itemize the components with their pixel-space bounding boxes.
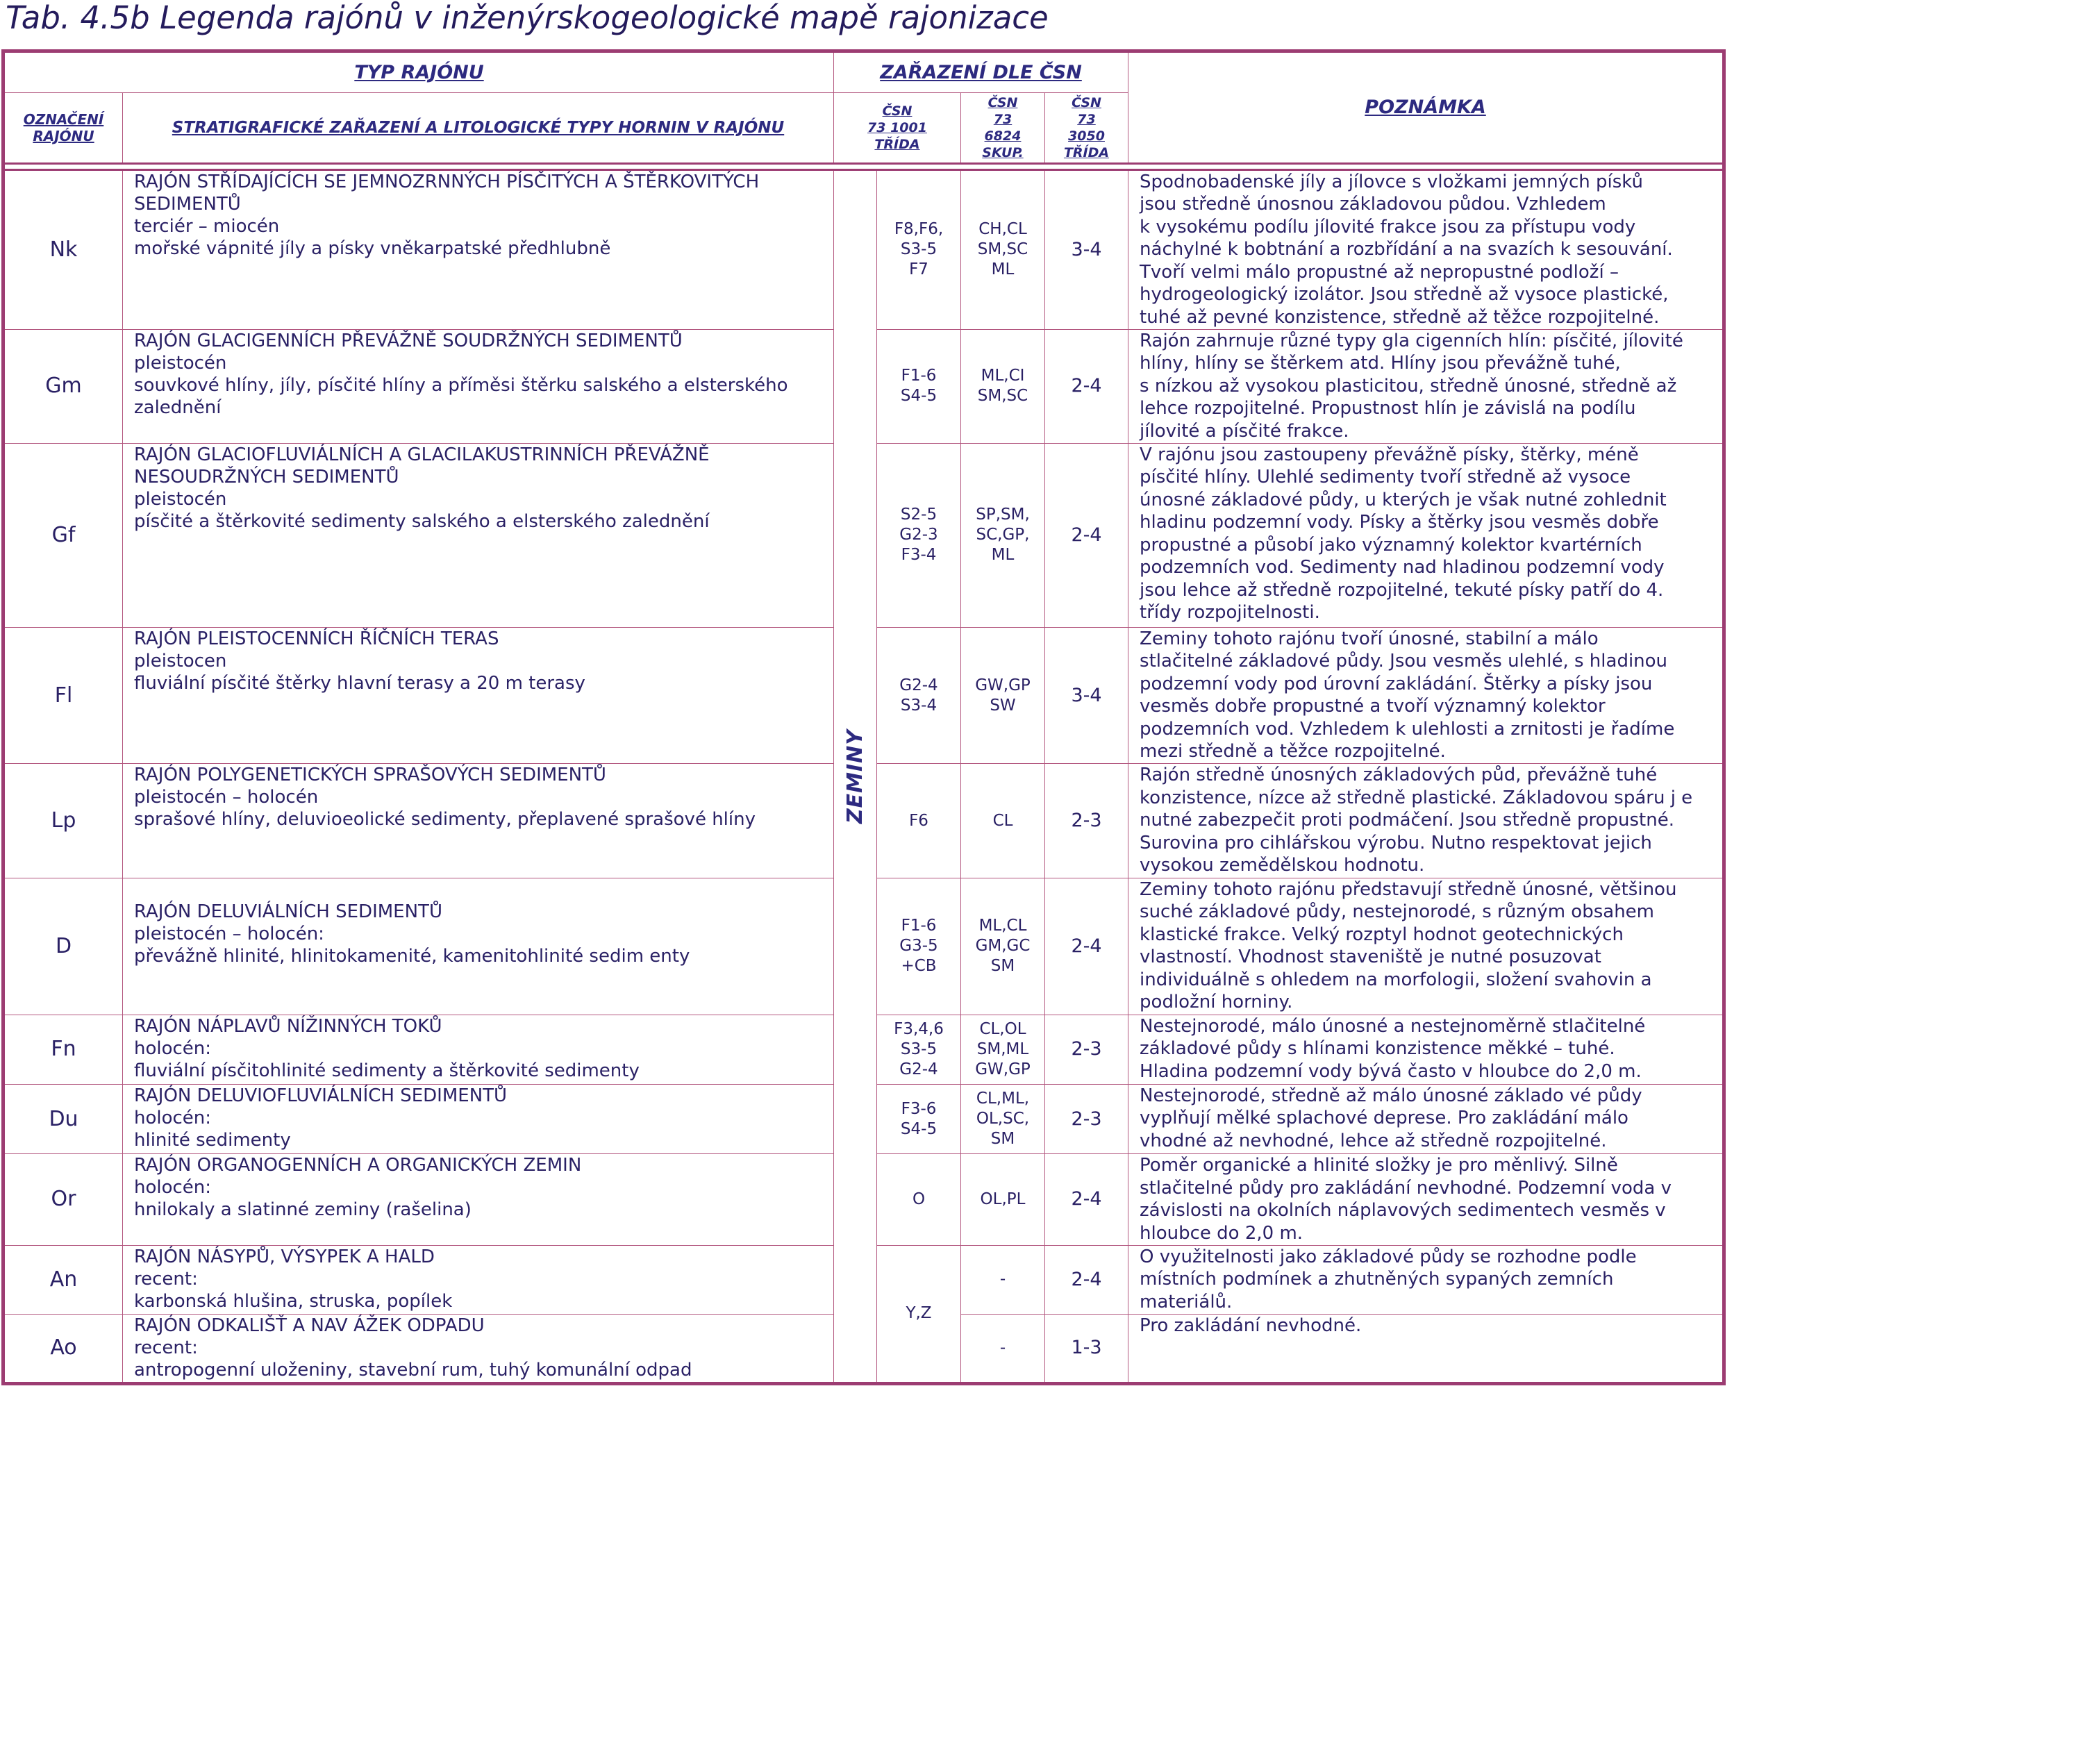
- description-line: karbonská hlušina, struska, popílek: [134, 1290, 453, 1312]
- table-row: [3, 169, 1724, 329]
- rajon-description: [123, 1084, 834, 1153]
- header-csn-line: ČSN: [1072, 94, 1101, 110]
- description-line: RAJÓN NÁPLAVŮ NÍŽINNÝCH TOKŮ: [134, 1015, 442, 1037]
- description-line: recent:: [134, 1337, 198, 1358]
- header-csn-line: 6824: [984, 128, 1022, 144]
- rajon-code: Gm: [3, 329, 123, 443]
- rajon-description: [123, 169, 834, 329]
- description-line: holocén:: [134, 1177, 212, 1199]
- rajon-description: [123, 627, 834, 764]
- csn-value-line: ML: [991, 546, 1015, 565]
- csn-value-line: OL,PL: [980, 1190, 1026, 1208]
- rajon-note: [1128, 1314, 1724, 1383]
- note-line: Surovina pro cihlářskou výrobu. Nutno respektovat jejich: [1140, 832, 1652, 853]
- note-line: V rajónu jsou zastoupeny převážně písky, štěrky, méně: [1140, 444, 1639, 465]
- rajon-description: [123, 1015, 834, 1084]
- description-line: pleistocén – holocén:: [134, 923, 324, 944]
- csn-value-line: CL: [992, 811, 1013, 830]
- rajon-code: Lp: [3, 764, 123, 878]
- description-line: fluviální písčité štěrky hlavní terasy a 20 m terasy: [134, 672, 585, 694]
- csn-value-line: F6: [909, 811, 928, 830]
- csn-731001-value: [877, 1245, 961, 1383]
- note-line: hladinu podzemní vody. Písky a štěrky jsou vesměs dobře: [1140, 512, 1659, 533]
- description-line: terciér – miocén: [134, 215, 280, 237]
- note-line: k vysokému podílu jílovité frakce jsou za přístupu vody: [1140, 216, 1636, 237]
- description-line: RAJÓN STŘÍDAJÍCÍCH SE JEMNOZRNNÝCH PÍSČITÝCH A ŠTĚRKOVITÝCH: [134, 171, 760, 192]
- csn-value-line: F3,4,6: [894, 1019, 944, 1038]
- csn-value-line: S4-5: [900, 1119, 938, 1138]
- rajon-code: Gf: [3, 443, 123, 627]
- note-line: stlačitelné základové půdy. Jsou vesměs ulehlé, s hladinou: [1140, 651, 1668, 672]
- csn-value-line: SM,SC: [977, 240, 1028, 259]
- note-line: Spodnobadenské jíly a jílovce s vložkami jemných písků: [1140, 171, 1644, 192]
- csn-731001-value: [877, 627, 961, 764]
- csn-value-line: SM: [990, 957, 1015, 976]
- csn-733050-value: 3-4: [1045, 169, 1128, 329]
- note-line: hydrogeologický izolátor. Jsou středně až vysoce plastické,: [1140, 284, 1669, 306]
- csn-733050-value: 2-4: [1045, 1154, 1128, 1245]
- csn-736824-value: [961, 764, 1045, 878]
- rajon-code: Ao: [3, 1314, 123, 1383]
- header-csn-731001: [834, 93, 961, 163]
- csn-733050-value: 2-3: [1045, 1015, 1128, 1084]
- description-line: [134, 878, 826, 901]
- header-poznamka: POZNÁMKA: [1128, 51, 1724, 164]
- rajon-description: [123, 1314, 834, 1383]
- note-line: nutné zabezpečit proti podmáčení. Jsou středně propustné.: [1140, 810, 1674, 831]
- description-line: RAJÓN DELUVIÁLNÍCH SEDIMENTŮ: [134, 901, 442, 922]
- header-oznaceni-line: RAJÓNU: [33, 127, 94, 144]
- rajon-note: [1128, 764, 1724, 878]
- csn-value-line: CL,OL: [979, 1019, 1026, 1038]
- description-line: RAJÓN POLYGENETICKÝCH SPRAŠOVÝCH SEDIMENTŮ: [134, 765, 606, 786]
- csn-value-line: GM,GC: [975, 937, 1031, 956]
- note-line: vesměs dobře propustné a tvoří významný kolektor: [1140, 696, 1606, 717]
- csn-value-line: F7: [909, 260, 928, 279]
- csn-733050-value: 3-4: [1045, 627, 1128, 764]
- note-line: podložní horniny.: [1140, 992, 1293, 1013]
- csn-value-line: CL,ML,: [976, 1090, 1030, 1108]
- rajon-description: [123, 878, 834, 1015]
- csn-value-line: SW: [990, 696, 1016, 715]
- note-line: stlačitelné půdy pro zakládání nevhodné. Podzemní voda v: [1140, 1177, 1672, 1199]
- csn-value-line: CH,CL: [978, 220, 1027, 239]
- note-line: Tvoří velmi málo propustné až nepropustné podloží –: [1140, 261, 1619, 283]
- csn-731001-value: [877, 1015, 961, 1084]
- note-line: hloubce do 2,0 m.: [1140, 1222, 1303, 1244]
- note-line: mezi středně a těžce rozpojitelné.: [1140, 741, 1446, 762]
- rajon-description: [123, 1154, 834, 1245]
- note-line: hlíny, hlíny se štěrkem atd. Hlíny jsou převážně tuhé,: [1140, 353, 1621, 374]
- header-oznaceni: [3, 93, 123, 163]
- rajon-description: [123, 764, 834, 878]
- description-line: sprašové hlíny, deluvioeolické sedimenty, přeplavené sprašové hlíny: [134, 809, 756, 831]
- description-line: RAJÓN PLEISTOCENNÍCH ŘÍČNÍCH TERAS: [134, 628, 499, 649]
- header-csn-733050: [1045, 93, 1128, 163]
- description-line: RAJÓN GLACIGENNÍCH PŘEVÁŽNĚ SOUDRŽNÝCH SEDIMENTŮ: [134, 330, 683, 351]
- rajon-code: An: [3, 1245, 123, 1314]
- csn-value-line: SC,GP,: [976, 526, 1030, 544]
- description-line: RAJÓN ORGANOGENNÍCH A ORGANICKÝCH ZEMIN: [134, 1155, 582, 1176]
- description-line: pleistocén: [134, 352, 227, 374]
- csn-736824-value: [961, 169, 1045, 329]
- description-line: pleistocén – holocén: [134, 787, 319, 808]
- csn-value-line: Y,Z: [906, 1304, 932, 1323]
- note-line: závislosti na okolních náplavových sedimentech vesměs v: [1140, 1200, 1666, 1221]
- csn-731001-value: [877, 169, 961, 329]
- csn-value-line: F3-6: [901, 1099, 937, 1118]
- rajon-code: Fn: [3, 1015, 123, 1084]
- rajon-note: [1128, 627, 1724, 764]
- csn-value-line: O: [912, 1190, 926, 1208]
- csn-731001-value: [877, 443, 961, 627]
- description-line: pleistocen: [134, 650, 227, 672]
- csn-733050-value: 2-4: [1045, 878, 1128, 1015]
- note-line: třídy rozpojitelnosti.: [1140, 602, 1320, 624]
- csn-731001-value: [877, 878, 961, 1015]
- note-line: jílovité a písčité frakce.: [1140, 420, 1349, 442]
- csn-733050-value: 1-3: [1045, 1314, 1128, 1383]
- note-line: Hladina podzemní vody bývá často v hloubce do 2,0 m.: [1140, 1060, 1642, 1082]
- header-csn-line: 3050: [1068, 128, 1105, 144]
- description-line: holocén:: [134, 1107, 212, 1128]
- note-line: jsou lehce až středně rozpojitelné, tekuté písky patří do 4.: [1140, 579, 1664, 601]
- description-line: hlinité sedimenty: [134, 1129, 291, 1151]
- csn-value-line: S3-4: [900, 696, 938, 715]
- csn-value-line: SM,ML: [976, 1040, 1029, 1058]
- note-line: jsou středně únosnou základovou půdou. Vzhledem: [1140, 194, 1606, 215]
- description-line: RAJÓN DELUVIOFLUVIÁLNÍCH SEDIMENTŮ: [134, 1085, 508, 1106]
- csn-value-line: ML: [991, 260, 1015, 279]
- rajon-note: [1128, 329, 1724, 443]
- csn-value-line: SM,SC: [977, 387, 1028, 406]
- note-line: základové půdy s hlínami konzistence měkké – tuhé.: [1140, 1038, 1615, 1060]
- csn-733050-value: 2-3: [1045, 1084, 1128, 1153]
- csn-value-line: S4-5: [900, 387, 938, 406]
- csn-value-line: GW,GP: [975, 676, 1031, 694]
- description-line: hnilokaly a slatinné zeminy (rašelina): [134, 1199, 472, 1221]
- header-csn-line: 73 1001: [867, 119, 927, 135]
- header-csn-line: SKUP.: [982, 144, 1024, 160]
- header-typ-rajonu: TYP RAJÓNU: [3, 51, 834, 93]
- note-line: konzistence, nízce až středně plastické. Základovou spáru j e: [1140, 787, 1693, 808]
- rajon-note: [1128, 443, 1724, 627]
- note-line: Poměr organické a hlinité složky je pro měnlivý. Silně: [1140, 1155, 1618, 1176]
- csn-736824-value: [961, 1314, 1045, 1383]
- note-line: tuhé až pevné konzistence, středně až těžce rozpojitelné.: [1140, 306, 1660, 328]
- rajon-code: Or: [3, 1154, 123, 1245]
- csn-731001-value: [877, 1084, 961, 1153]
- description-line: holocén:: [134, 1037, 212, 1059]
- csn-736824-value: [961, 1245, 1045, 1314]
- description-line: souvkové hlíny, jíly, písčité hlíny a příměsi štěrku salského a elsterského: [134, 374, 788, 396]
- csn-733050-value: 2-3: [1045, 764, 1128, 878]
- header-csn-line: 73: [993, 111, 1012, 127]
- csn-736824-value: [961, 329, 1045, 443]
- note-line: Pro zakládání nevhodné.: [1140, 1315, 1362, 1336]
- rajon-note: [1128, 1084, 1724, 1153]
- rajon-code: Du: [3, 1084, 123, 1153]
- rajon-code: D: [3, 878, 123, 1015]
- note-line: vyplňují mělké splachové deprese. Pro zakládání málo: [1140, 1108, 1628, 1129]
- csn-731001-value: [877, 1154, 961, 1245]
- note-line: O využitelnosti jako základové půdy se rozhodne podle: [1140, 1246, 1637, 1267]
- csn-value-line: ML,CI: [981, 367, 1025, 385]
- csn-value-line: SP,SM,: [976, 506, 1030, 524]
- rajon-note: [1128, 1015, 1724, 1084]
- header-separator: [3, 163, 1724, 169]
- description-line: písčité a štěrkovité sedimenty salského a elsterského zalednění: [134, 510, 710, 532]
- description-line: fluviální písčitohlinité sedimenty a štěrkovité sedimenty: [134, 1060, 640, 1081]
- rajon-code: Fl: [3, 627, 123, 764]
- header-csn-line: ČSN: [882, 103, 912, 119]
- header-stratigraficke: STRATIGRAFICKÉ ZAŘAZENÍ A LITOLOGICKÉ TYPY HORNIN V RAJÓNU: [123, 93, 834, 163]
- note-line: Zeminy tohoto rajónu tvoří únosné, stabilní a málo: [1140, 628, 1599, 649]
- note-line: podzemních vod. Sedimenty nad hladinou podzemní vody: [1140, 557, 1665, 578]
- note-line: náchylné k bobtnání a rozbřídání a na svazích k sesouvání.: [1140, 239, 1673, 260]
- note-line: písčité hlíny. Ulehlé sedimenty tvoří středně až vysoce: [1140, 467, 1631, 488]
- rajon-description: [123, 329, 834, 443]
- header-csn-736824: [961, 93, 1045, 163]
- csn-736824-value: [961, 878, 1045, 1015]
- rajon-note: [1128, 169, 1724, 329]
- note-line: podzemní vody pod úrovní zakládání. Štěrky a písky jsou: [1140, 673, 1653, 694]
- note-line: individuálně s ohledem na morfologii, složení svahovin a: [1140, 969, 1652, 990]
- note-line: únosné základové půdy, u kterých je však nutné zohlednit: [1140, 489, 1667, 510]
- csn-736824-value: [961, 1154, 1045, 1245]
- csn-value-line: SM: [990, 1130, 1015, 1149]
- description-line: RAJÓN GLACIOFLUVIÁLNÍCH A GLACILAKUSTRINNÍCH PŘEVÁŽNĚ: [134, 444, 710, 465]
- rajon-note: [1128, 1154, 1724, 1245]
- csn-value-line: F1-6: [901, 367, 937, 385]
- csn-value-line: G3-5: [899, 937, 938, 956]
- legend-table: [1, 49, 1726, 1385]
- zeminy-cell: [834, 169, 877, 1383]
- csn-value-line: S3-5: [900, 1040, 938, 1058]
- header-zarazeni: ZAŘAZENÍ DLE ČSN: [834, 51, 1128, 93]
- note-line: Nestejnorodé, málo únosné a nestejnoměrně stlačitelné: [1140, 1015, 1646, 1037]
- note-line: Zeminy tohoto rajónu představují středně únosné, většinou: [1140, 878, 1677, 900]
- csn-733050-value: 2-4: [1045, 443, 1128, 627]
- header-csn-line: 73: [1077, 111, 1096, 127]
- note-line: Nestejnorodé, středně až málo únosné základo vé půdy: [1140, 1085, 1642, 1106]
- description-line: recent:: [134, 1268, 198, 1290]
- note-line: lehce rozpojitelné. Propustnost hlín je závislá na podílu: [1140, 398, 1636, 419]
- csn-value-line: S2-5: [900, 506, 938, 524]
- description-line: RAJÓN ODKALIŠŤ A NAV ÁŽEK ODPADU: [134, 1315, 485, 1336]
- description-line: NESOUDRŽNÝCH SEDIMENTŮ: [134, 466, 399, 487]
- rajon-code: Nk: [3, 169, 123, 329]
- note-line: s nízkou až vysokou plasticitou, středně únosné, středně až: [1140, 375, 1677, 397]
- csn-731001-value: [877, 764, 961, 878]
- description-line: antropogenní uloženiny, stavební rum, tuhý komunální odpad: [134, 1359, 692, 1381]
- csn-value-line: G2-4: [899, 1060, 938, 1078]
- csn-value-line: G2-3: [899, 526, 938, 544]
- csn-736824-value: [961, 1084, 1045, 1153]
- description-line: RAJÓN NÁSYPŮ, VÝSYPEK A HALD: [134, 1246, 435, 1267]
- zeminy-label: ZEMINY: [843, 728, 867, 824]
- note-line: vhodné až nevhodné, lehce až středně rozpojitelné.: [1140, 1130, 1607, 1151]
- csn-value-line: -: [999, 1338, 1006, 1357]
- csn-value-line: ML,CL: [978, 917, 1027, 935]
- note-line: suché základové půdy, nestejnorodé, s různým obsahem: [1140, 901, 1654, 923]
- note-line: klastické frakce. Velký rozptyl hodnot geotechnických: [1140, 924, 1624, 945]
- rajon-description: [123, 1245, 834, 1314]
- header-csn-line: TŘÍDA: [1063, 144, 1110, 160]
- note-line: podzemních vod. Vzhledem k ulehlosti a zrnitosti je řadíme: [1140, 718, 1675, 740]
- note-line: Rajón středně únosných základových půd, převážně tuhé: [1140, 765, 1658, 786]
- header-csn-line: ČSN: [988, 94, 1018, 110]
- description-line: pleistocén: [134, 488, 227, 510]
- rajon-description: [123, 443, 834, 627]
- csn-value-line: S3-5: [900, 240, 938, 259]
- note-line: místních podmínek a zhutněných sypaných zemních: [1140, 1269, 1614, 1290]
- description-line: SEDIMENTŮ: [134, 193, 241, 215]
- description-line: převážně hlinité, hlinitokamenité, kamenitohlinité sedim enty: [134, 945, 690, 967]
- rajon-note: [1128, 878, 1724, 1015]
- csn-value-line: GW,GP: [975, 1060, 1031, 1078]
- header-csn-line: TŘÍDA: [874, 136, 920, 152]
- note-line: propustné a působí jako významný kolektor kvartérních: [1140, 534, 1642, 556]
- description-line: mořské vápnité jíly a písky vněkarpatské předhlubně: [134, 237, 611, 259]
- csn-733050-value: 2-4: [1045, 329, 1128, 443]
- csn-value-line: F8,F6,: [894, 220, 944, 239]
- header-row-1: [3, 51, 1724, 93]
- page-title: Tab. 4.5b Legenda rajónů v inženýrskogeologické mapě rajonizace: [6, 0, 1049, 36]
- header-oznaceni-line: OZNAČENÍ: [23, 110, 104, 128]
- rajon-note: [1128, 1245, 1724, 1314]
- csn-value-line: OL,SC,: [976, 1110, 1030, 1128]
- csn-731001-value: [877, 329, 961, 443]
- note-line: vysokou zemědělskou hodnotu.: [1140, 855, 1425, 876]
- csn-value-line: G2-4: [899, 676, 938, 694]
- csn-736824-value: [961, 627, 1045, 764]
- csn-value-line: +CB: [901, 957, 937, 976]
- note-line: Rajón zahrnuje různé typy gla cigenních hlín: písčité, jílovité: [1140, 330, 1683, 351]
- note-line: vlastností. Vhodnost staveniště je nutné posuzovat: [1140, 946, 1601, 968]
- note-line: materiálů.: [1140, 1291, 1233, 1312]
- csn-value-line: -: [999, 1270, 1006, 1289]
- csn-value-line: F1-6: [901, 917, 937, 935]
- description-line: zalednění: [134, 397, 222, 418]
- csn-736824-value: [961, 443, 1045, 627]
- csn-value-line: F3-4: [901, 546, 937, 565]
- csn-733050-value: 2-4: [1045, 1245, 1128, 1314]
- csn-736824-value: [961, 1015, 1045, 1084]
